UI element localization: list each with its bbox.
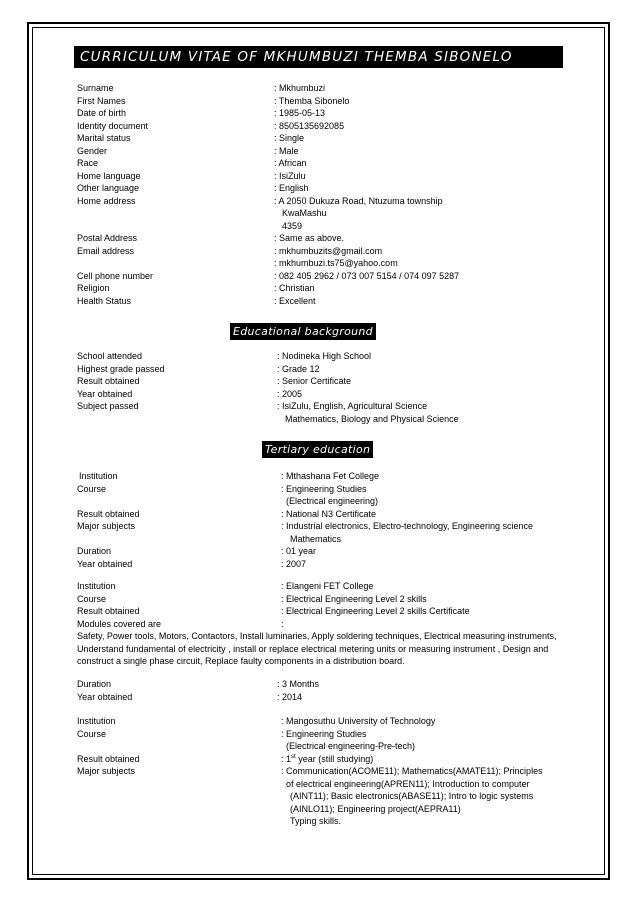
row-value: : mkhumbuzits@gmail.com <box>274 245 383 256</box>
row-label: Cell phone number <box>77 270 154 281</box>
row-value: : Excellent <box>274 295 316 306</box>
education-heading: Educational background <box>230 323 376 340</box>
row-value: : 2005 <box>277 388 303 399</box>
row-label: Duration <box>77 546 112 556</box>
row-label: Surname <box>77 83 114 93</box>
result-prefix: : 1 <box>281 753 292 764</box>
row-label: Postal Address <box>77 233 138 243</box>
row-label: First Names <box>77 95 126 106</box>
row-label: Identity document <box>77 120 149 131</box>
row-label: Result obtained <box>77 606 140 616</box>
row-label: Email address <box>77 245 135 256</box>
row-label: Modules covered are <box>77 618 162 629</box>
row-label: Institution <box>77 716 116 726</box>
row-value: KwaMashu <box>282 208 327 218</box>
row-value: : Engineering Studies <box>281 483 367 494</box>
row-label: School attended <box>77 351 143 361</box>
major-line: Typing skills. <box>290 816 342 826</box>
row-label: Course <box>77 593 107 604</box>
row-value: : <box>281 618 284 629</box>
row-value: : Industrial electronics, Electro-technology, Engineering science <box>281 521 533 531</box>
row-label: Year obtained <box>77 691 133 702</box>
major-line: : Communication(ACOME11); Mathematics(AMATE11); Principles <box>281 766 543 776</box>
row-value: : Mkhumbuzi <box>274 83 326 93</box>
row-value: : 8505135692085 <box>274 120 345 131</box>
row-value: : 082 405 2962 / 073 007 5154 / 074 097 5287 <box>274 270 460 281</box>
row-value: : Nodineka High School <box>277 351 372 361</box>
row-value: : IsiZulu <box>274 170 306 181</box>
row-label: Religion <box>77 283 110 293</box>
row-value: : 1985-05-13 <box>274 108 326 118</box>
row-label: Gender <box>77 145 108 156</box>
row-value: : 3 Months <box>277 679 320 689</box>
row-value: : English <box>274 183 309 193</box>
row-value: : 01 year <box>281 546 317 556</box>
row-label: Date of birth <box>77 108 127 118</box>
row-label: Course <box>77 728 107 739</box>
row-value: : Mangosuthu University of Technology <box>281 716 436 726</box>
row-value: : National N3 Certificate <box>281 508 377 519</box>
row-label: Home language <box>77 170 141 181</box>
row-label: Result obtained <box>77 753 140 764</box>
row-label: Major subjects <box>77 521 136 531</box>
row-label: Year obtained <box>77 388 133 399</box>
row-value: : Grade 12 <box>277 363 320 374</box>
result-suffix: year (still studying) <box>295 753 374 764</box>
row-label: Other language <box>77 183 140 193</box>
modules-paragraph: Safety, Power tools, Motors, Contactors, Install luminaries, Apply soldering techniques, Electrical measuring instruments, Understand fundamental of electricity , install or replace electrical metering units or measuring instrument , Design and construct a single phase circuit, Replace faulty components in a distribution board. <box>77 631 557 666</box>
result-superscript: st <box>291 753 296 760</box>
row-value: : African <box>274 158 307 168</box>
row-value: : Senior Certificate <box>277 376 352 386</box>
row-value: : 2014 <box>277 691 303 702</box>
result-value <box>281 753 373 766</box>
major-line: (AINLO11); Engineering project(AEPRA11) <box>290 803 461 814</box>
row-value: Mathematics <box>290 533 342 544</box>
row-label: Marital status <box>77 133 131 143</box>
row-value: : Engineering Studies <box>281 728 367 739</box>
row-value: : mkhumbuzi.ts75@yahoo.com <box>274 258 398 268</box>
row-label: Major subjects <box>77 766 136 776</box>
row-value: : Electrical Engineering Level 2 skills Certificate <box>281 606 470 616</box>
row-value: : Electrical Engineering Level 2 skills <box>281 593 427 604</box>
major-line: of electrical engineering(APREN11); Introduction to computer <box>286 778 530 789</box>
row-value: : Male <box>274 145 299 156</box>
row-value: (Electrical engineering) <box>286 496 379 506</box>
row-value: (Electrical engineering-Pre-tech) <box>286 741 416 751</box>
row-value: : Themba Sibonelo <box>274 95 350 106</box>
row-label: Subject passed <box>77 401 139 411</box>
row-value: : Elangeni FET College <box>281 581 374 591</box>
row-label: Race <box>77 158 99 168</box>
row-value: : Single <box>274 133 305 143</box>
row-value: : Christian <box>274 283 315 293</box>
row-label: Course <box>77 483 107 494</box>
row-value: : Same as above. <box>274 233 345 243</box>
row-label: Result obtained <box>77 508 140 519</box>
tertiary-heading: Tertiary education <box>262 441 373 458</box>
row-label: Home address <box>77 195 136 206</box>
row-label: Duration <box>77 679 112 689</box>
row-label: Year obtained <box>77 558 133 569</box>
row-value: : A 2050 Dukuza Road, Ntuzuma township <box>274 195 443 206</box>
row-label: Institution <box>77 581 116 591</box>
row-label: Result obtained <box>77 376 140 386</box>
row-label: Highest grade passed <box>77 363 165 374</box>
major-line: (AINT11); Basic electronics(ABASE11); Intro to logic systems <box>290 791 534 801</box>
row-value: Mathematics, Biology and Physical Science <box>285 413 459 424</box>
row-value: : IsiZulu, English, Agricultural Science <box>277 401 428 411</box>
cv-title: CURRICULUM VITAE OF MKHUMBUZI THEMBA SIBONELO <box>74 46 563 68</box>
row-label: Health Status <box>77 295 132 306</box>
row-value: 4359 <box>282 220 303 231</box>
row-value: : Mthashana Fet College <box>281 471 380 481</box>
row-label: Institution <box>79 471 118 481</box>
row-value: : 2007 <box>281 558 307 569</box>
